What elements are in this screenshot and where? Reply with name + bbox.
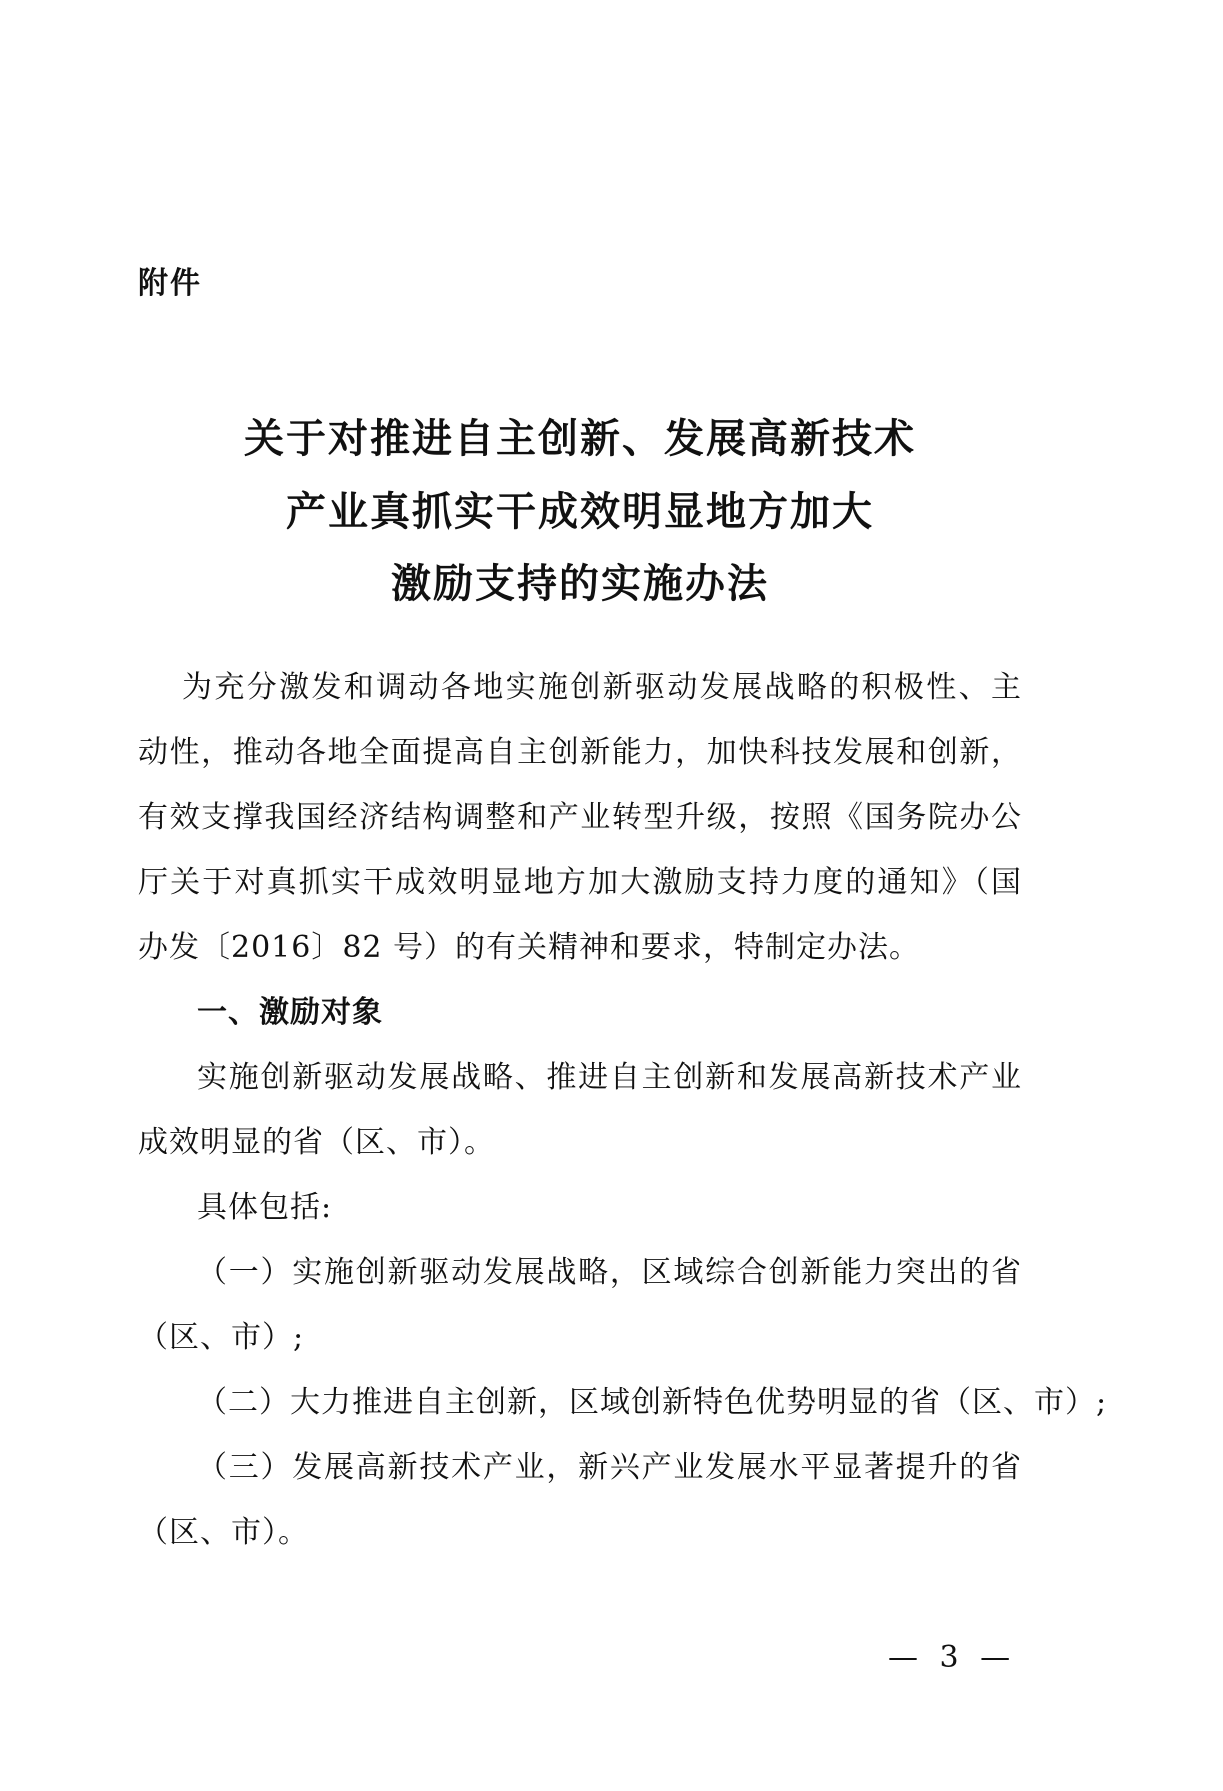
title-line-3: 激励支持的实施办法 xyxy=(391,561,769,607)
item-1-line-2: （区、市）; xyxy=(138,1320,305,1355)
includes-label: 具体包括: xyxy=(197,1190,333,1225)
section-heading-incentive-targets: 一、激励对象 xyxy=(197,995,383,1030)
item-3-line-1: （三）发展高新技术产业，新兴产业发展水平显著提升的省 xyxy=(197,1450,1022,1485)
item-3-line-2: （区、市）。 xyxy=(138,1515,309,1550)
intro-line-1: 为充分激发和调动各地实施创新驱动发展战略的积极性、主 xyxy=(182,670,1022,705)
intro-line-2: 动性，推动各地全面提高自主创新能力，加快科技发展和创新， xyxy=(138,735,1022,770)
intro-line-5: 办发〔2016〕82 号）的有关精神和要求，特制定办法。 xyxy=(138,930,921,965)
title-line-2: 产业真抓实干成效明显地方加大 xyxy=(286,489,874,535)
title-line-1: 关于对推进自主创新、发展高新技术 xyxy=(244,416,916,462)
section1-line-1: 实施创新驱动发展战略、推进自主创新和发展高新技术产业 xyxy=(197,1060,1022,1095)
item-2-line-1: （二）大力推进自主创新，区域创新特色优势明显的省（区、市）; xyxy=(197,1385,1108,1420)
item-1-line-1: （一）实施创新驱动发展战略，区域综合创新能力突出的省 xyxy=(197,1255,1022,1290)
section1-line-2: 成效明显的省（区、市）。 xyxy=(138,1125,495,1160)
page-number: — 3 — xyxy=(888,1640,1017,1675)
intro-line-3: 有效支撑我国经济结构调整和产业转型升级，按照《国务院办公 xyxy=(138,800,1022,835)
attachment-label: 附件 xyxy=(138,266,202,301)
intro-line-4: 厅关于对真抓实干成效明显地方加大激励支持力度的通知》（国 xyxy=(138,865,1022,900)
